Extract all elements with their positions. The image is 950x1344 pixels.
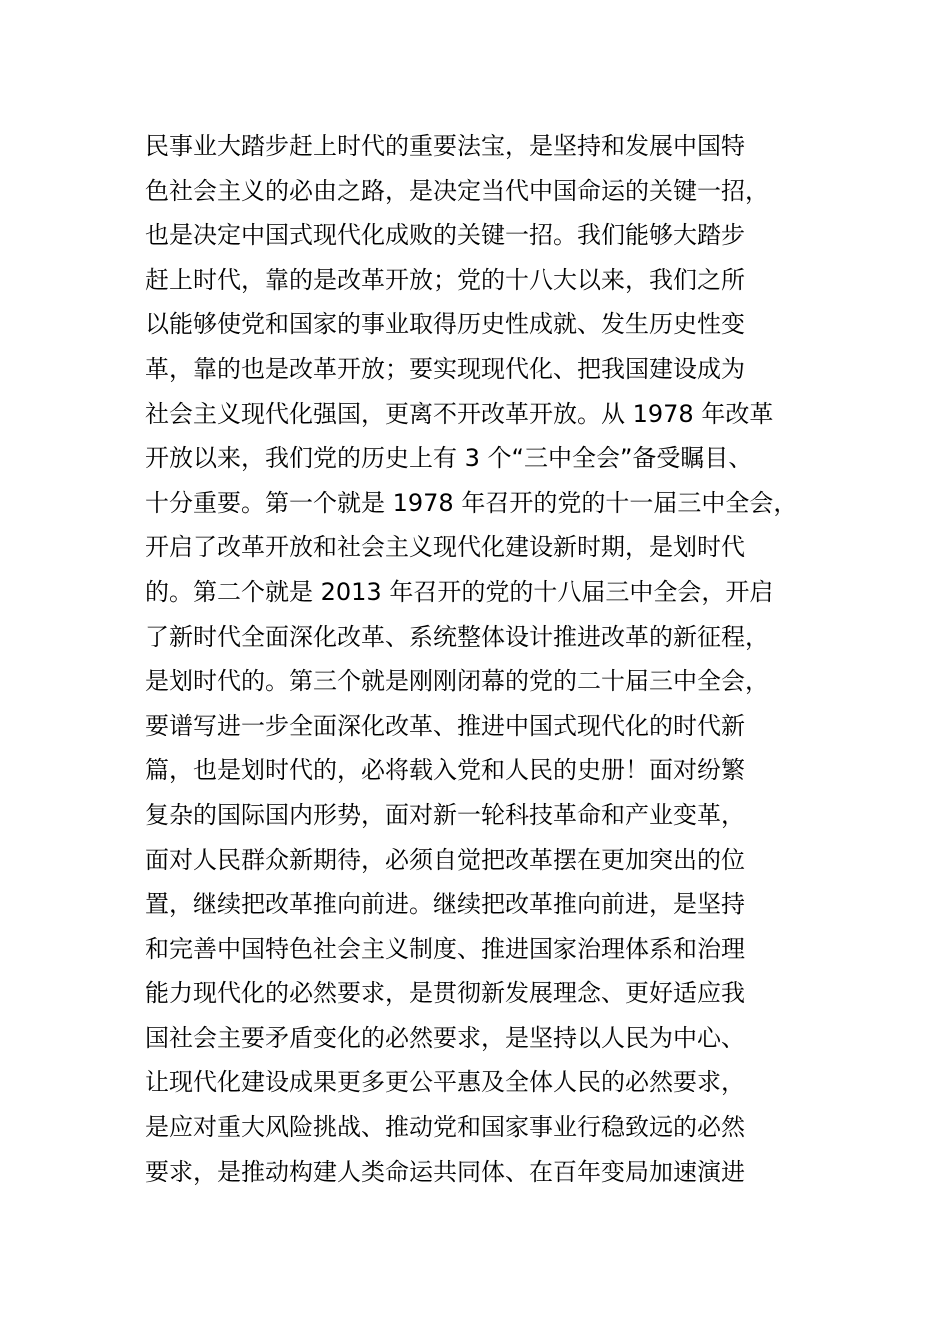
text-line: 民事业大踏步赶上时代的重要法宝，是坚持和发展中国特 bbox=[145, 132, 745, 160]
text-line: 以能够使党和国家的事业取得历史性成就、发生历史性变 bbox=[145, 310, 745, 339]
text-line: 是划时代的。第三个就是刚刚闭幕的党的二十届三中全会， bbox=[145, 667, 769, 696]
text-line: 了新时代全面深化改革、系统整体设计推进改革的新征程， bbox=[145, 622, 769, 651]
text-line: 开放以来，我们党的历史上有 3 个“三中全会”备受瞩目、 bbox=[145, 444, 753, 473]
body-text bbox=[145, 124, 845, 1194]
text-line: 要谱写进一步全面深化改革、推进中国式现代化的时代新 bbox=[145, 711, 745, 740]
text-line: 置，继续把改革推向前进。继续把改革推向前进，是坚持 bbox=[145, 890, 745, 919]
text-line: 要求，是推动构建人类命运共同体、在百年变局加速演进 bbox=[145, 1157, 745, 1186]
text-line: 能力现代化的必然要求，是贯彻新发展理念、更好适应我 bbox=[145, 979, 745, 1008]
text-line: 社会主义现代化强国，更离不开改革开放。从 1978 年改革 bbox=[145, 399, 774, 428]
text-line: 让现代化建设成果更多更公平惠及全体人民的必然要求， bbox=[145, 1068, 745, 1097]
text-line: 色社会主义的必由之路，是决定当代中国命运的关键一招， bbox=[145, 176, 769, 205]
text-line: 是应对重大风险挑战、推动党和国家事业行稳致远的必然 bbox=[145, 1113, 745, 1142]
text-line: 也是决定中国式现代化成败的关键一招。我们能够大踏步 bbox=[145, 221, 745, 250]
text-line: 篇，也是划时代的，必将载入党和人民的史册！面对纷繁 bbox=[145, 756, 745, 785]
text-line: 和完善中国特色社会主义制度、推进国家治理体系和治理 bbox=[145, 934, 745, 963]
text-line: 赶上时代，靠的是改革开放；党的十八大以来，我们之所 bbox=[145, 265, 745, 294]
text-line: 复杂的国际国内形势，面对新一轮科技革命和产业变革， bbox=[145, 800, 745, 829]
text-line: 十分重要。第一个就是 1978 年召开的党的十一届三中全会， bbox=[145, 488, 798, 517]
text-line: 面对人民群众新期待，必须自觉把改革摆在更加突出的位 bbox=[145, 845, 745, 874]
text-line: 国社会主要矛盾变化的必然要求，是坚持以人民为中心、 bbox=[145, 1023, 745, 1052]
text-line: 革，靠的也是改革开放；要实现现代化、把我国建设成为 bbox=[145, 354, 745, 383]
text-line: 的。第二个就是 2013 年召开的党的十八届三中全会，开启 bbox=[145, 577, 774, 606]
text-line: 开启了改革开放和社会主义现代化建设新时期，是划时代 bbox=[145, 533, 745, 562]
